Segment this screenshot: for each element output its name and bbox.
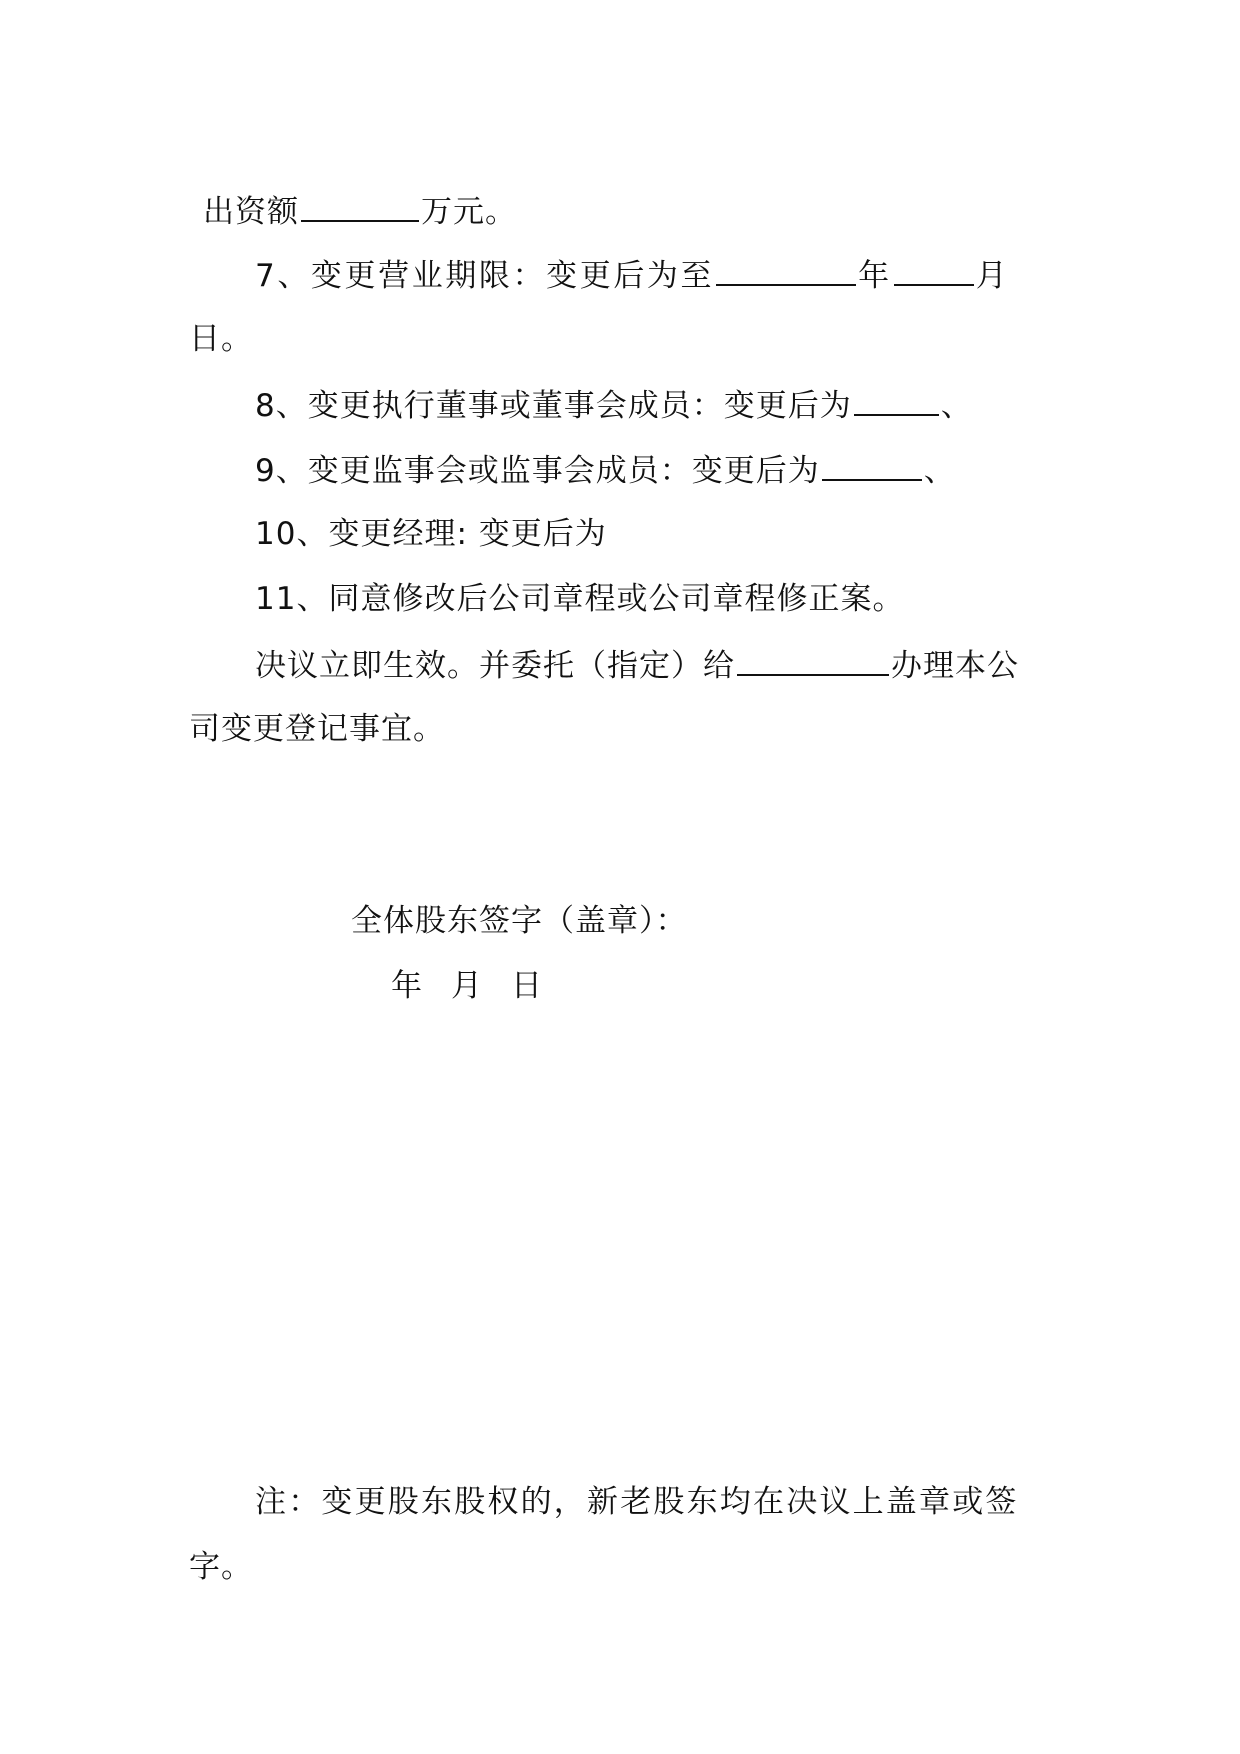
year-blank — [716, 254, 856, 286]
resolution-continuation — [189, 709, 445, 749]
signature-label — [351, 901, 688, 941]
item10-line — [255, 514, 607, 554]
item7-prefix: 7、变更营业期限：变更后为至 — [255, 258, 715, 294]
note-cont-text: 字。 — [189, 1549, 253, 1585]
item7-line — [255, 254, 1009, 296]
resolution-prefix: 决议立即生效。并委托（指定）给 — [255, 648, 735, 684]
item10-text: 10、变更经理: 变更后为 — [255, 516, 607, 552]
resolution-cont-text: 司变更登记事宜。 — [189, 711, 445, 747]
item8-suffix: 、 — [940, 388, 973, 424]
item9-prefix: 9、变更监事会或监事会成员：变更后为 — [255, 453, 820, 489]
signature-label-text: 全体股东签字（盖章）： — [351, 903, 688, 939]
item11-text: 11、同意修改后公司章程或公司章程修正案。 — [255, 581, 905, 617]
note-continuation — [189, 1547, 253, 1587]
item8-line — [255, 384, 973, 426]
item6-prefix: 出资额 — [203, 194, 299, 230]
note-text: 注：变更股东股权的，新老股东均在决议上盖章或签 — [255, 1484, 1019, 1520]
item9-suffix: 、 — [923, 453, 956, 489]
item7-month: 月 — [975, 258, 1010, 294]
capital-blank — [301, 190, 419, 222]
item8-prefix: 8、变更执行董事或董事会成员：变更后为 — [255, 388, 852, 424]
agent-blank — [737, 644, 889, 676]
item6-continuation — [203, 190, 517, 232]
signature-year: 年 — [391, 968, 423, 1004]
resolution-line — [255, 644, 1019, 686]
item7-year: 年 — [858, 258, 892, 294]
note-line — [255, 1482, 1019, 1522]
item11-line — [255, 579, 904, 619]
directors-blank — [854, 384, 939, 416]
signature-day: 日 — [511, 968, 543, 1004]
month-blank — [894, 254, 974, 286]
item7-continuation — [189, 319, 253, 359]
item9-line — [255, 449, 956, 491]
item6-suffix: 万元。 — [421, 194, 517, 230]
supervisors-blank — [822, 449, 922, 481]
signature-date — [391, 966, 543, 1006]
resolution-suffix: 办理本公 — [891, 648, 1019, 684]
signature-month: 月 — [451, 968, 483, 1004]
item7-cont-text: 日。 — [189, 321, 253, 357]
